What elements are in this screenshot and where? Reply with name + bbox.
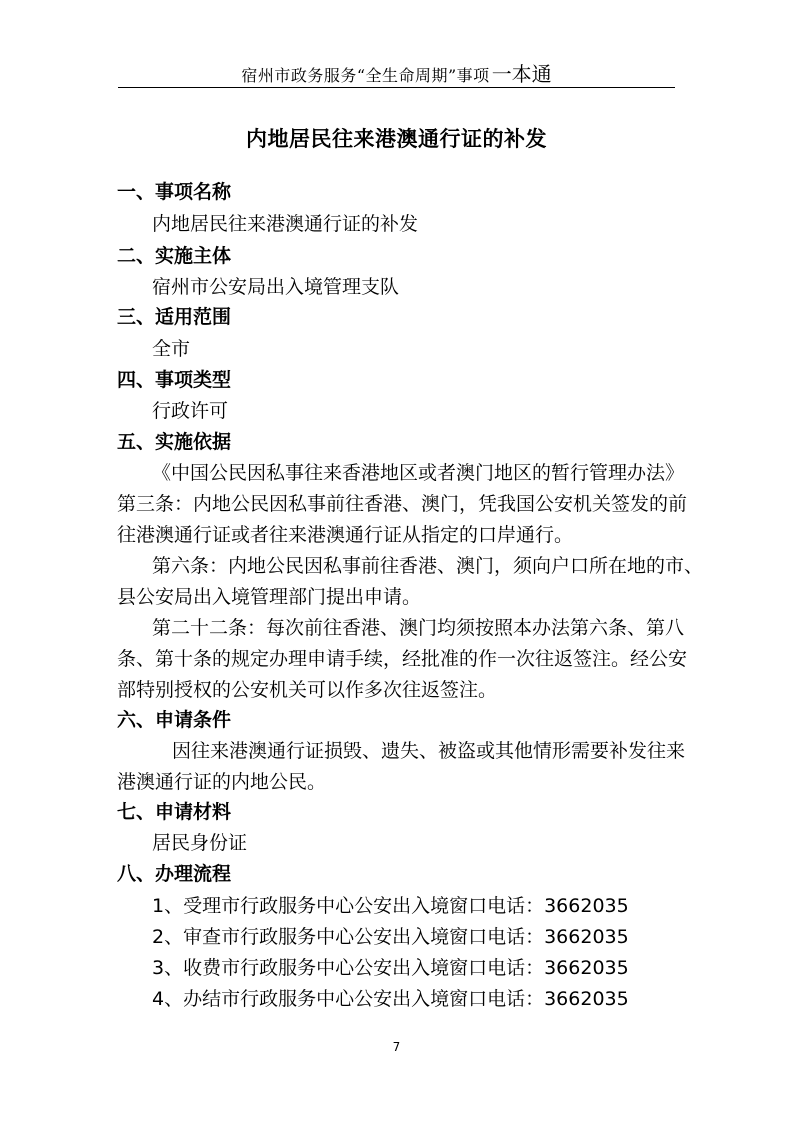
legal-basis-line: 县公安局出入境管理部门提出申请。 — [117, 586, 422, 608]
item-name-text: 内地居民往来港澳通行证的补发 — [152, 213, 419, 235]
document-title: 内地居民往来港澳通行证的补发 — [246, 127, 547, 151]
legal-basis-line: 第二十二条：每次前往香港、澳门均须按照本办法第六条、第八 — [152, 617, 685, 639]
section-heading-item-name: 一、事项名称 — [117, 181, 232, 203]
section-heading-item-type: 四、事项类型 — [117, 369, 232, 391]
process-step: 3、收费市行政服务中心公安出入境窗口电话：3662035 — [152, 957, 629, 979]
header-rule — [118, 87, 675, 88]
conditions-line: 因往来港澳通行证损毁、遗失、被盗或其他情形需要补发往来 — [172, 740, 686, 762]
legal-basis-line: 部特别授权的公安机关可以作多次往返签注。 — [117, 679, 498, 701]
scope-text: 全市 — [152, 338, 191, 360]
section-heading-conditions: 六、申请条件 — [117, 709, 232, 731]
running-header-tail: 一本通 — [491, 62, 552, 86]
legal-basis-line: 《中国公民因私事往来香港地区或者澳门地区的暂行管理办法》 — [152, 462, 685, 484]
conditions-line: 港澳通行证的内地公民。 — [117, 771, 327, 793]
legal-basis-line: 第六条：内地公民因私事前往香港、澳门，须向户口所在地的市、 — [152, 555, 704, 577]
item-type-text: 行政许可 — [152, 400, 229, 422]
section-heading-materials: 七、申请材料 — [117, 801, 232, 823]
legal-basis-line: 第三条：内地公民因私事前往香港、澳门，凭我国公安机关签发的前 — [117, 493, 688, 515]
legal-basis-line: 往港澳通行证或者往来港澳通行证从指定的口岸通行。 — [117, 524, 574, 546]
process-step: 2、审查市行政服务中心公安出入境窗口电话：3662035 — [152, 926, 629, 948]
running-header-main: 宿州市政务服务“全生命周期”事项 — [241, 66, 490, 85]
section-heading-process: 八、办理流程 — [117, 863, 232, 885]
process-step: 1、受理市行政服务中心公安出入境窗口电话：3662035 — [152, 895, 629, 917]
process-step: 4、办结市行政服务中心公安出入境窗口电话：3662035 — [152, 988, 629, 1010]
implementing-body-text: 宿州市公安局出入境管理支队 — [152, 276, 400, 298]
section-heading-legal-basis: 五、实施依据 — [117, 431, 232, 453]
page-number: 7 — [392, 1040, 401, 1054]
section-heading-implementing-body: 二、实施主体 — [117, 245, 232, 267]
section-heading-scope: 三、适用范围 — [117, 306, 232, 328]
running-header — [0, 58, 793, 87]
materials-text: 居民身份证 — [152, 832, 248, 854]
legal-basis-line: 条、第十条的规定办理申请手续，经批准的作一次往返签注。经公安 — [117, 648, 688, 670]
